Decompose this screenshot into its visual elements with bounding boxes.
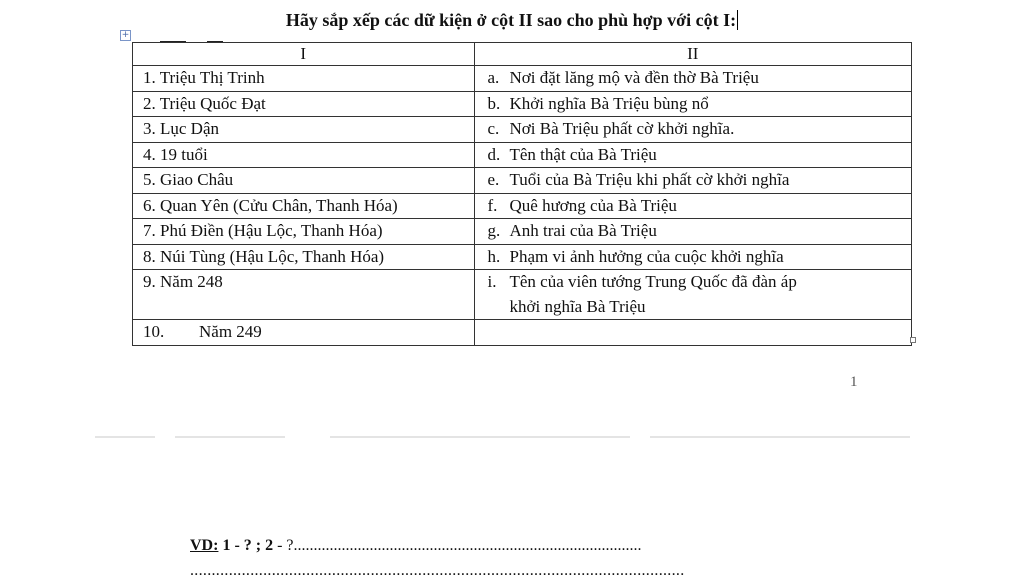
item-text: Tên thật của Bà Triệu bbox=[509, 144, 657, 164]
table-row bbox=[133, 142, 912, 168]
column-i-cell: 9. Năm 248 bbox=[133, 270, 475, 320]
table-move-handle-icon[interactable]: + bbox=[121, 30, 130, 40]
scan-artifact bbox=[330, 436, 630, 438]
column-ii-cell bbox=[474, 219, 912, 245]
column-i-cell: 8. Núi Tùng (Hậu Lộc, Thanh Hóa) bbox=[133, 244, 475, 270]
item-text: Phạm vi ảnh hưởng của cuộc khởi nghĩa bbox=[509, 246, 784, 266]
column-header-ii: II bbox=[474, 43, 912, 66]
column-ii-cell-empty bbox=[474, 320, 912, 346]
item-letter: h. bbox=[487, 246, 501, 266]
matching-table bbox=[132, 42, 912, 346]
answer-dots-line[interactable]: ................................................................................................................... bbox=[190, 562, 685, 579]
item-text-line1: Tên của viên tướng Trung Quốc đã đàn áp bbox=[509, 272, 797, 291]
page-number: 1 bbox=[850, 374, 858, 390]
example-line bbox=[190, 537, 642, 555]
scan-artifact bbox=[650, 436, 910, 438]
column-i-cell: 6. Quan Yên (Cửu Chân, Thanh Hóa) bbox=[133, 193, 475, 219]
column-ii-cell bbox=[474, 270, 912, 320]
table-row bbox=[133, 320, 912, 346]
row-text: Năm 249 bbox=[199, 322, 262, 341]
scan-artifact bbox=[95, 436, 155, 438]
item-text: Nơi Bà Triệu phất cờ khởi nghĩa. bbox=[509, 119, 735, 138]
column-i-cell: 3. Lục Dận bbox=[133, 117, 475, 143]
table-row bbox=[133, 270, 912, 320]
item-letter: e. bbox=[487, 170, 500, 189]
example-part1: 1 - ? ; bbox=[218, 537, 266, 554]
scan-artifact bbox=[175, 436, 285, 438]
row-number: 10. bbox=[143, 322, 165, 341]
item-letter: a. bbox=[487, 68, 500, 87]
item-letter: g. bbox=[487, 221, 501, 240]
column-i-cell: 2. Triệu Quốc Đạt bbox=[133, 91, 475, 117]
item-text bbox=[510, 270, 797, 319]
column-i-cell: 5. Giao Châu bbox=[133, 168, 475, 194]
item-letter: f. bbox=[487, 195, 498, 215]
example-part2: 2 bbox=[265, 537, 274, 554]
item-text: Nơi đặt lăng mộ và đền thờ Bà Triệu bbox=[509, 68, 759, 87]
column-i-cell: 4. 19 tuổi bbox=[133, 142, 475, 168]
table-row bbox=[133, 66, 912, 92]
column-ii-cell bbox=[474, 117, 912, 143]
example-part3: - ?....................................................................................... bbox=[273, 537, 642, 554]
table-header-row bbox=[133, 43, 912, 66]
column-header-i: I bbox=[133, 43, 475, 66]
item-letter: c. bbox=[487, 119, 500, 138]
table-row bbox=[133, 117, 912, 143]
table-row bbox=[133, 91, 912, 117]
item-letter: d. bbox=[487, 144, 501, 164]
table-row bbox=[133, 219, 912, 245]
item-letter: i. bbox=[487, 272, 497, 291]
table-resize-handle[interactable] bbox=[910, 337, 916, 343]
column-ii-cell bbox=[474, 142, 912, 168]
column-ii-cell bbox=[474, 244, 912, 270]
item-text: Anh trai của Bà Triệu bbox=[509, 221, 657, 240]
column-i-cell: 1. Triệu Thị Trinh bbox=[133, 66, 475, 92]
column-i-cell bbox=[133, 320, 475, 346]
text-cursor bbox=[737, 10, 738, 30]
page-title: Hãy sắp xếp các dữ kiện ở cột II sao cho phù hợp với cột I: bbox=[285, 10, 737, 30]
table-row bbox=[133, 193, 912, 219]
column-ii-cell bbox=[474, 168, 912, 194]
column-ii-cell bbox=[474, 193, 912, 219]
item-text: Tuổi của Bà Triệu khi phất cờ khởi nghĩa bbox=[509, 170, 790, 189]
table-row bbox=[133, 168, 912, 194]
column-ii-cell bbox=[474, 91, 912, 117]
item-letter: b. bbox=[487, 93, 501, 113]
item-text: Khởi nghĩa Bà Triệu bùng nổ bbox=[509, 93, 709, 113]
column-i-cell: 7. Phú Điền (Hậu Lộc, Thanh Hóa) bbox=[133, 219, 475, 245]
table-row bbox=[133, 244, 912, 270]
item-text: Quê hương của Bà Triệu bbox=[509, 195, 677, 215]
column-ii-cell bbox=[474, 66, 912, 92]
example-label: VD: bbox=[190, 537, 219, 554]
item-text-line2: khởi nghĩa Bà Triệu bbox=[509, 296, 646, 316]
